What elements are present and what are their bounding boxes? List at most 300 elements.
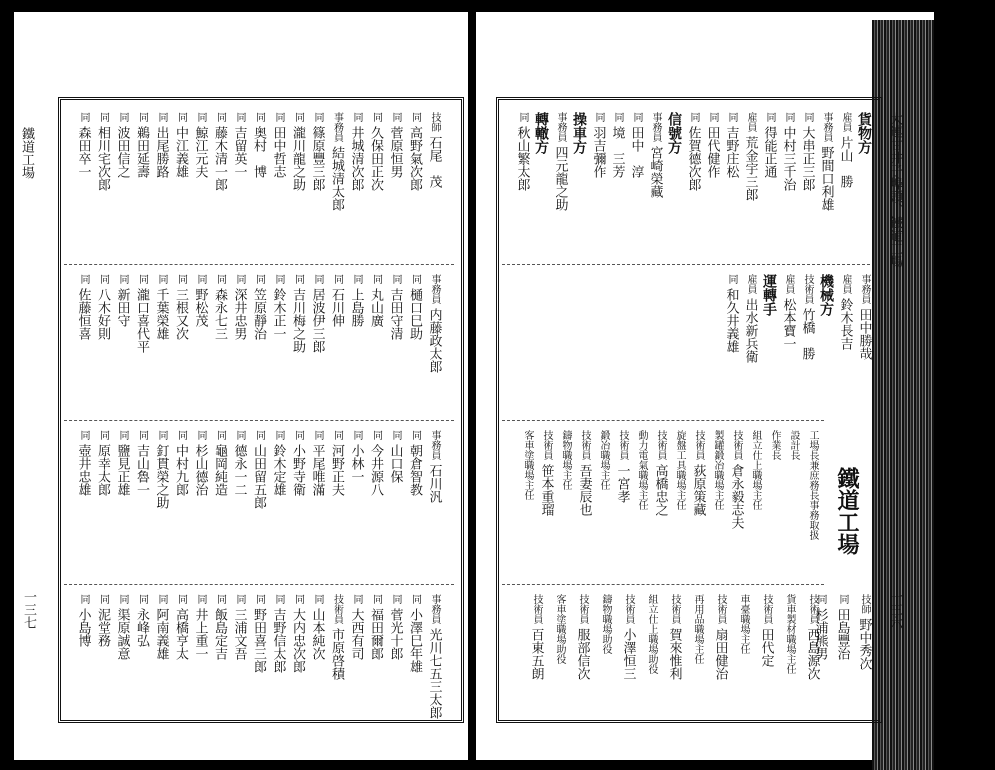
staff-entry xyxy=(626,112,646,178)
staff-title: 同 xyxy=(97,112,109,122)
staff-entry xyxy=(229,112,249,178)
staff-name: 朝倉智教 xyxy=(407,444,422,496)
staff-title: 技術員 xyxy=(577,594,588,624)
staff-entry xyxy=(73,112,93,178)
staff-title: 同 xyxy=(351,594,362,604)
staff-entry xyxy=(112,112,132,178)
staff-entry xyxy=(327,112,347,211)
staff-entry xyxy=(832,594,852,660)
staff-title: 同 xyxy=(370,594,382,604)
staff-entry xyxy=(210,112,230,191)
staff-entry xyxy=(405,594,425,673)
staff-title: 車臺職場主任 xyxy=(738,594,749,654)
staff-name: 倉永毅志夫 xyxy=(728,464,744,529)
staff-title: 同 xyxy=(612,112,623,122)
staff-entry xyxy=(572,594,592,680)
staff-name: 丸山廣 xyxy=(368,288,383,327)
staff-entry xyxy=(112,430,132,496)
staff-entry xyxy=(288,594,308,673)
staff-name: 賀來惟利 xyxy=(666,628,682,680)
staff-title: 同 xyxy=(136,430,148,440)
staff-name: 千葉榮雄 xyxy=(153,288,169,340)
running-title-left: 鐵道工場 xyxy=(19,127,34,179)
staff-name: 鈴木長吉 xyxy=(837,298,853,350)
staff-title: 事務員 xyxy=(429,594,440,624)
staff-title: 同 xyxy=(195,112,206,122)
staff-entry xyxy=(288,112,308,191)
staff-name: 釘貫榮之助 xyxy=(153,444,169,509)
staff-entry xyxy=(740,274,760,363)
staff-entry xyxy=(779,594,799,674)
staff-entry xyxy=(249,112,269,178)
staff-entry xyxy=(268,112,288,178)
staff-title: 技術員 xyxy=(715,594,726,624)
staff-name: 鈴木正一 xyxy=(270,288,286,340)
staff-title: 同 xyxy=(253,430,265,440)
staff-entry xyxy=(424,274,444,373)
staff-name: 久保田正次 xyxy=(368,126,383,191)
staff-name: 渠原誠意 xyxy=(114,608,130,660)
staff-title: 同 xyxy=(802,112,813,122)
staff-entry xyxy=(385,274,405,340)
staff-entry xyxy=(132,430,152,496)
staff-entry xyxy=(549,594,569,664)
staff-entry xyxy=(366,274,386,327)
staff-entry xyxy=(151,430,171,509)
staff-title: 製罐鍛冶職場主任 xyxy=(712,430,723,510)
staff-name: 出水新兵衛 xyxy=(742,298,758,363)
staff-title: 技術員 xyxy=(731,430,742,460)
staff-entry xyxy=(190,430,210,496)
staff-entry xyxy=(764,430,784,460)
staff-entry xyxy=(190,594,210,660)
staff-title: 同 xyxy=(815,594,826,604)
staff-entry xyxy=(593,430,613,490)
staff-name: 和久井義雄 xyxy=(723,288,739,353)
staff-title: 同 xyxy=(78,112,89,122)
staff-entry xyxy=(550,112,570,211)
staff-entry xyxy=(797,112,817,191)
staff-name: 吾妻辰也 xyxy=(576,464,592,516)
staff-title: 同 xyxy=(78,274,89,284)
staff-name: 中村九郎 xyxy=(173,444,188,496)
staff-name: 高橋亨太 xyxy=(173,608,188,660)
staff-title: 同 xyxy=(195,594,206,604)
staff-entry xyxy=(346,112,366,191)
staff-title: 事務員 xyxy=(859,274,870,304)
staff-title: 技術員 xyxy=(807,594,818,624)
staff-title: 事務員 xyxy=(429,274,440,304)
staff-entry xyxy=(307,594,327,660)
staff-title: 同 xyxy=(312,430,323,440)
staff-title: 動力電氣職場主任 xyxy=(636,430,647,510)
staff-name: 片山 勝 xyxy=(837,136,853,188)
staff-name: 奥村 博 xyxy=(251,126,266,178)
staff-name: 百東五朗 xyxy=(528,628,544,680)
staff-title: 同 xyxy=(312,274,323,284)
staff-entry xyxy=(190,112,210,178)
staff-name: 松本寶一 xyxy=(780,298,796,350)
staff-name: 一宮孝 xyxy=(614,464,630,503)
staff-entry xyxy=(249,594,269,673)
staff-entry xyxy=(526,594,546,680)
staff-name: 山本純次 xyxy=(309,608,325,660)
running-title-right: 大連甘井子埠頭、鐵道工場 xyxy=(887,112,902,268)
staff-title: 同 xyxy=(117,274,128,284)
staff-entry xyxy=(249,274,269,340)
staff-title: 鍛冶職場主任 xyxy=(598,430,609,490)
staff-name: 内藤政太郎 xyxy=(426,308,442,373)
staff-title: 同 xyxy=(234,112,245,122)
staff-name: 鹽見正雄 xyxy=(114,444,130,496)
staff-entry xyxy=(132,594,152,647)
staff-title: 同 xyxy=(292,594,304,604)
staff-title: 同 xyxy=(117,112,128,122)
staff-name: 得能正通 xyxy=(761,126,777,178)
staff-title: 客車塗職場助役 xyxy=(554,594,565,664)
staff-title: 工場長兼庶務長事務取扱 xyxy=(807,430,818,540)
staff-title: 事務員 xyxy=(555,112,566,142)
staff-name: 佐賀德次郎 xyxy=(685,126,701,191)
staff-entry xyxy=(93,594,113,647)
staff-title: 同 xyxy=(409,430,421,440)
staff-entry xyxy=(132,274,152,353)
staff-name: 光川七五三太郎 xyxy=(426,628,442,719)
staff-entry xyxy=(710,594,730,680)
staff-entry xyxy=(405,274,425,340)
staff-title: 同 xyxy=(312,112,323,122)
staff-title: 同 xyxy=(631,112,642,122)
staff-entry xyxy=(759,274,779,316)
staff-name: 森永七三 xyxy=(212,288,227,340)
staff-title: 技術員 xyxy=(802,274,813,304)
staff-name: 野松茂 xyxy=(192,288,208,327)
staff-title: 同 xyxy=(253,594,265,604)
staff-entry xyxy=(650,430,670,516)
staff-entry xyxy=(574,430,594,516)
staff-entry xyxy=(210,594,230,660)
staff-entry xyxy=(588,112,608,178)
staff-name: 荒金宇三郎 xyxy=(742,136,758,201)
staff-entry xyxy=(759,112,779,178)
staff-entry xyxy=(405,430,425,496)
staff-entry xyxy=(645,112,665,198)
staff-name: 田中 淳 xyxy=(628,126,644,178)
staff-name: 飯島定吉 xyxy=(212,608,227,660)
staff-entry xyxy=(307,430,327,496)
staff-title: 技術員 xyxy=(331,594,343,624)
staff-title: 同 xyxy=(351,274,362,284)
staff-entry xyxy=(210,430,230,496)
staff-entry xyxy=(190,274,210,327)
staff-title: 同 xyxy=(78,594,89,604)
staff-title: 同 xyxy=(156,430,167,440)
right-page xyxy=(476,12,934,760)
duty-heading: 貨物方 xyxy=(856,112,872,154)
staff-entry xyxy=(687,594,707,664)
duty-heading: 機械方 xyxy=(818,274,834,316)
staff-entry xyxy=(132,112,152,178)
staff-entry xyxy=(151,112,171,178)
staff-entry xyxy=(756,594,776,667)
staff-name: 羽吉彌作 xyxy=(590,126,606,178)
staff-entry xyxy=(424,112,444,188)
staff-name: 小澤巳年雄 xyxy=(407,608,422,673)
section-heading: 鐵道工場 xyxy=(834,467,860,555)
staff-entry xyxy=(327,274,347,327)
staff-title: 技師 xyxy=(429,112,440,132)
staff-entry xyxy=(702,112,722,178)
staff-entry xyxy=(641,594,661,674)
staff-title: 鑄物職場助役 xyxy=(600,594,611,654)
staff-title: 同 xyxy=(390,430,401,440)
staff-entry xyxy=(816,112,836,211)
staff-title: 同 xyxy=(273,112,284,122)
staff-title: 事務員 xyxy=(331,112,343,142)
staff-entry xyxy=(810,594,830,660)
staff-title: 同 xyxy=(517,112,528,122)
staff-entry xyxy=(569,112,589,154)
staff-title: 同 xyxy=(253,112,265,122)
staff-entry xyxy=(93,112,113,191)
staff-name: 大西有司 xyxy=(348,608,364,660)
staff-entry xyxy=(733,594,753,654)
staff-name: 井上重一 xyxy=(192,608,208,660)
staff-entry xyxy=(778,112,798,191)
staff-entry xyxy=(229,274,249,340)
staff-name: 中村三千治 xyxy=(780,126,796,191)
staff-title: 客車塗職場主任 xyxy=(522,430,533,500)
staff-name: 原幸太郎 xyxy=(95,444,110,496)
staff-title: 技術員 xyxy=(617,430,628,460)
staff-name: 山口保 xyxy=(387,444,403,483)
staff-title: 事務員 xyxy=(821,112,832,142)
staff-title: 組立仕上職場主任 xyxy=(750,430,761,510)
page-number-right: 一三六 xyxy=(887,590,902,629)
staff-title: 同 xyxy=(409,594,421,604)
staff-entry xyxy=(385,112,405,178)
staff-entry xyxy=(517,430,537,500)
duty-heading: 信號方 xyxy=(666,112,682,154)
staff-title: 技術員 xyxy=(655,430,666,460)
staff-name: 笹本重瑠 xyxy=(538,464,554,516)
staff-name: 藤木清一郎 xyxy=(212,126,227,191)
staff-name: 瀧口喜代平 xyxy=(134,288,149,353)
staff-entry xyxy=(93,274,113,340)
staff-entry xyxy=(229,430,249,496)
staff-entry xyxy=(612,430,632,503)
staff-entry xyxy=(171,274,191,340)
staff-title: 同 xyxy=(273,430,284,440)
staff-title: 同 xyxy=(117,430,128,440)
staff-title: 技術員 xyxy=(623,594,634,624)
staff-entry xyxy=(688,430,708,516)
staff-entry xyxy=(73,430,93,496)
staff-title: 同 xyxy=(136,594,148,604)
staff-name: 宮崎榮藏 xyxy=(647,146,663,198)
staff-entry xyxy=(171,112,191,178)
staff-entry xyxy=(385,594,405,660)
staff-name: 壺井忠雄 xyxy=(75,444,91,496)
staff-entry xyxy=(745,430,765,510)
staff-entry xyxy=(171,594,191,660)
staff-name: 服部信次 xyxy=(574,628,590,680)
staff-title: 同 xyxy=(117,594,128,604)
staff-entry xyxy=(424,430,444,503)
staff-name: 田代健作 xyxy=(704,126,720,178)
staff-title: 同 xyxy=(312,594,323,604)
staff-name: 小林一 xyxy=(348,444,364,483)
staff-title: 技師 xyxy=(859,594,870,614)
staff-title: 同 xyxy=(726,274,737,284)
staff-title: 同 xyxy=(234,274,245,284)
staff-name: 秋山繁太郎 xyxy=(514,126,530,191)
page-number-left: 一三七 xyxy=(21,590,36,629)
staff-title: 同 xyxy=(837,594,848,604)
staff-title: 技術員 xyxy=(693,430,704,460)
staff-entry xyxy=(707,430,727,510)
staff-title: 同 xyxy=(175,594,187,604)
staff-name: 菅原恒男 xyxy=(387,126,403,178)
staff-title: 同 xyxy=(214,112,226,122)
staff-name: 四元龍之助 xyxy=(552,146,568,211)
staff-title: 雇員 xyxy=(783,274,794,294)
staff-title: 同 xyxy=(370,274,382,284)
section-divider xyxy=(64,584,454,585)
staff-name: 高橋忠之 xyxy=(652,464,668,516)
staff-name: 石川汎 xyxy=(426,464,442,503)
staff-entry xyxy=(249,430,269,509)
staff-entry xyxy=(346,274,366,327)
staff-name: 杉山德治 xyxy=(192,444,208,496)
staff-title: 同 xyxy=(331,274,343,284)
staff-title: 同 xyxy=(688,112,699,122)
staff-entry xyxy=(346,430,366,483)
staff-title: 同 xyxy=(156,594,167,604)
staff-entry xyxy=(151,594,171,660)
staff-entry xyxy=(618,594,638,680)
staff-title: 旋盤工具職場主任 xyxy=(674,430,685,510)
staff-title: 同 xyxy=(726,112,737,122)
staff-entry xyxy=(854,594,874,670)
staff-title: 同 xyxy=(156,274,167,284)
staff-name: 田代定 xyxy=(758,628,774,667)
section-divider xyxy=(64,264,454,265)
staff-title: 同 xyxy=(370,430,382,440)
staff-title: 同 xyxy=(409,274,421,284)
staff-title: 雇員 xyxy=(840,112,851,132)
staff-title: 同 xyxy=(175,112,187,122)
staff-entry xyxy=(726,430,746,529)
staff-title: 同 xyxy=(175,274,187,284)
staff-name: 野中秀次 xyxy=(856,618,872,670)
staff-name: 小野寺衛 xyxy=(290,444,305,496)
duty-heading: 操車方 xyxy=(571,112,587,154)
staff-entry xyxy=(778,274,798,350)
staff-title: 同 xyxy=(234,594,245,604)
section-divider xyxy=(502,584,824,585)
staff-entry xyxy=(171,430,191,496)
staff-entry xyxy=(664,112,684,154)
staff-entry xyxy=(229,594,249,660)
staff-name: 今井源八 xyxy=(368,444,383,496)
staff-name: 波田信之 xyxy=(114,126,130,178)
staff-name: 吉留英一 xyxy=(231,126,247,178)
staff-title: 同 xyxy=(390,594,401,604)
staff-entry xyxy=(816,274,836,316)
staff-title: 設計長 xyxy=(788,430,799,460)
staff-title: 同 xyxy=(292,112,304,122)
staff-title: 同 xyxy=(409,112,421,122)
staff-entry xyxy=(268,274,288,340)
staff-name: 泥堂務 xyxy=(95,608,110,647)
staff-entry xyxy=(740,112,760,201)
staff-name: 田島豐治 xyxy=(834,608,850,660)
staff-entry xyxy=(210,274,230,340)
section-divider xyxy=(502,420,824,421)
staff-entry xyxy=(631,430,651,510)
staff-entry xyxy=(73,274,93,340)
staff-name: 深井忠男 xyxy=(231,288,247,340)
staff-title: 雇員 xyxy=(745,274,756,294)
staff-title: 同 xyxy=(783,112,794,122)
staff-name: 吉野庄松 xyxy=(723,126,739,178)
staff-name: 菅光十郎 xyxy=(387,608,403,660)
staff-entry xyxy=(268,594,288,673)
staff-name: 田中哲志 xyxy=(270,126,286,178)
staff-entry xyxy=(93,430,113,496)
staff-entry xyxy=(854,274,874,360)
staff-name: 結城清太郎 xyxy=(329,146,344,211)
staff-title: 技術員 xyxy=(541,430,552,460)
staff-name: 福田爾郎 xyxy=(368,608,383,660)
staff-entry xyxy=(531,112,551,154)
staff-title: 同 xyxy=(707,112,718,122)
staff-title: 作業長 xyxy=(769,430,780,460)
staff-title: 同 xyxy=(273,274,284,284)
staff-title: 同 xyxy=(97,274,109,284)
staff-name: 扇田健治 xyxy=(712,628,728,680)
staff-title: 技術員 xyxy=(761,594,772,624)
staff-entry xyxy=(802,430,822,540)
staff-name: 瀧川龍之助 xyxy=(290,126,305,191)
staff-title: 同 xyxy=(351,112,362,122)
staff-name: 笠原靜治 xyxy=(251,288,266,340)
staff-title: 同 xyxy=(292,430,304,440)
staff-entry xyxy=(327,594,347,680)
staff-title: 鑄物職場主任 xyxy=(560,430,571,490)
staff-entry xyxy=(669,430,689,510)
staff-title: 同 xyxy=(764,112,775,122)
section-divider xyxy=(64,420,454,421)
duty-heading: 轉轍方 xyxy=(533,112,549,154)
staff-title: 同 xyxy=(136,274,148,284)
staff-title: 雇員 xyxy=(840,274,851,294)
staff-title: 雇員 xyxy=(745,112,756,132)
staff-name: 鯨江元夫 xyxy=(192,126,208,178)
staff-entry xyxy=(835,274,855,350)
staff-entry xyxy=(288,430,308,496)
staff-name: 石川伸 xyxy=(329,288,344,327)
staff-title: 事務員 xyxy=(650,112,661,142)
staff-title: 同 xyxy=(214,274,226,284)
staff-title: 技術員 xyxy=(579,430,590,460)
staff-name: 中江義雄 xyxy=(173,126,188,178)
staff-title: 同 xyxy=(370,112,382,122)
staff-name: 野間口利雄 xyxy=(818,146,834,211)
staff-entry xyxy=(854,112,874,154)
staff-title: 技術員 xyxy=(531,594,542,624)
